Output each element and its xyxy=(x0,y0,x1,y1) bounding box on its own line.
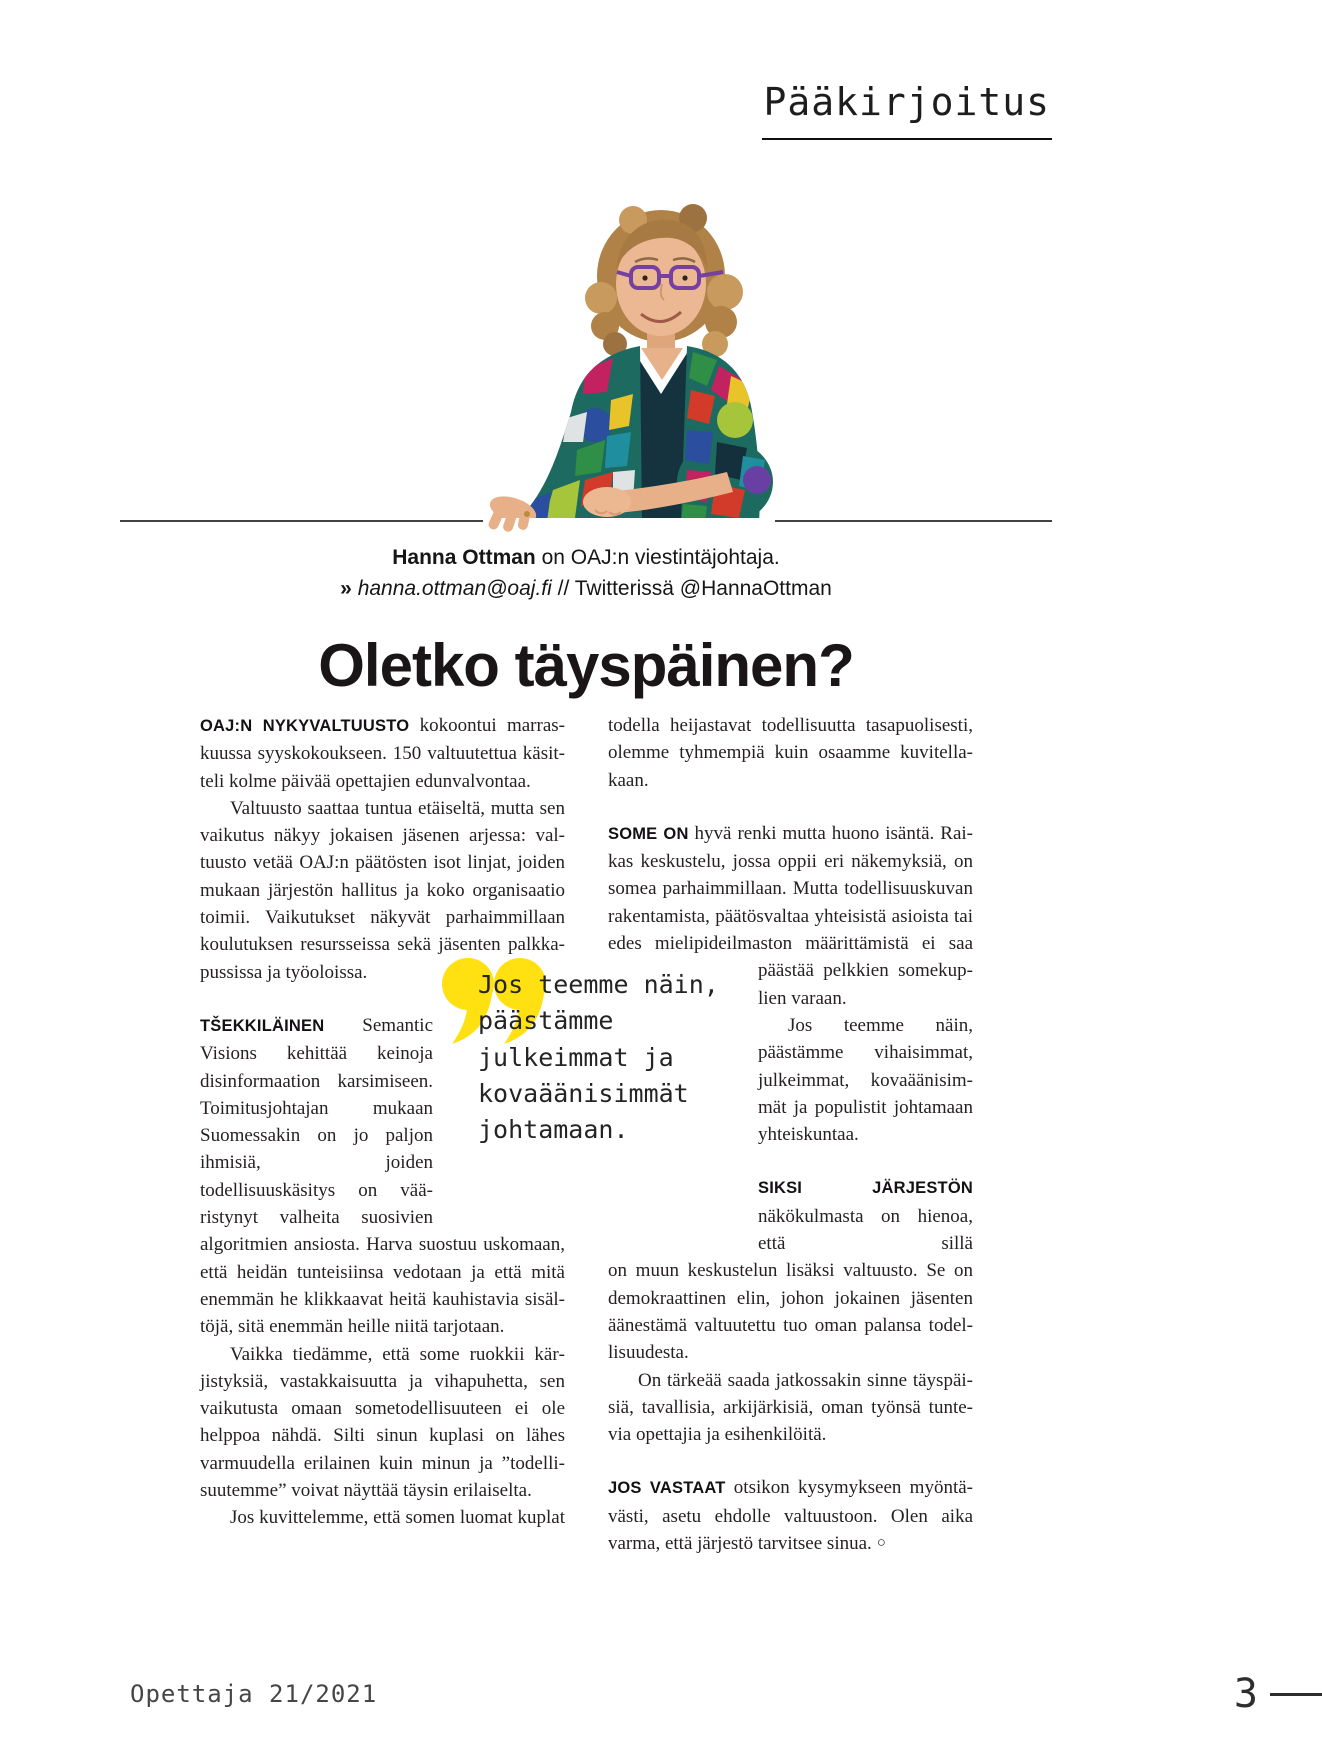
paragraph-text: Semantic Visions kehittää keinoja disinformaation karsimiseen. Toimitusjohtajan mukaan Suomessakin on jo paljon ihmisiä, joiden todellisuuskäsitys on vääristynyt valheita suosivien algoritmien ansiosta. Harva suostuu uskomaan, että heidän tunteisiinsa vedotaan ja että mitä enemmän he klikkaavat heitä kauhistavia sisältöjä, sitä enemmän heille niitä tarjotaan. xyxy=(200,1014,565,1338)
lead-in: JOS VASTAAT xyxy=(608,1479,726,1498)
magazine-issue: Opettaja 21/2021 xyxy=(130,1680,378,1708)
lead-in: OAJ:N NYKYVALTUUSTO xyxy=(200,717,410,735)
paragraph-text: Jos kuvittelemme, että somen luomat kuplat xyxy=(230,1507,565,1529)
paragraph-text: otsikon kysymykseen myöntävästi, asetu ehdolle valtuustoon. Olen aika varma, että järjestö tarvitsee sinua. xyxy=(608,1477,973,1555)
paragraph xyxy=(758,1174,973,1257)
pull-quote xyxy=(478,967,778,1148)
paragraph-text: näkökulmasta on hienoa, että sillä xyxy=(758,1205,973,1255)
twitter-text: // Twitterissä @HannaOttman xyxy=(551,577,832,600)
page-title: Oletko täyspäinen? xyxy=(318,632,854,700)
byline xyxy=(200,543,972,603)
paragraph xyxy=(758,1012,973,1148)
paragraph xyxy=(608,1257,973,1366)
paragraph-text: Jos teemme näin, päästämme vihaisimmat, julkeimmat, kovaäänisimmät ja populistit johtamaan yhteiskuntaa. xyxy=(758,1014,973,1146)
lead-in: TŠEKKILÄINEN xyxy=(200,1016,325,1035)
paragraph-text: on muun keskustelun lisäksi valtuusto. Se on demokraattinen elin, johon jokainen jäsenten äänestämä valtuutettu tuo oman palansa todellisuudesta. xyxy=(608,1260,973,1364)
end-of-article-icon: ○ xyxy=(876,1535,886,1552)
paragraph xyxy=(608,1474,973,1559)
paragraph xyxy=(200,1341,565,1505)
paragraph xyxy=(608,712,973,794)
pull-quote-text: Jos teemme näin, päästämme julkeimmat ja kovaäänisimmät johtamaan. xyxy=(478,970,719,1145)
paragraph xyxy=(200,1504,565,1531)
contact-line xyxy=(200,574,972,603)
paragraph xyxy=(758,957,973,1012)
paragraph-text: On tärkeää saada jatkossakin sinne täyspäisiä, tavallisia, arkijärkisiä, oman työnsä tuntevia opettajia ja esihenkilöitä. xyxy=(608,1369,973,1446)
byline-line xyxy=(200,543,972,572)
paragraph-text: Vaikka tiedämme, että some ruokkii kärjistyksiä, vastakkaisuutta ja vihapuhetta, sen vaikutusta omaan sometodellisuuteen ei ole helppoa nähdä. Silti sinun kuplasi on lähes varmuudella erilainen kuin minun ja ”todellisuutemme” voivat näyttää täysin erilaiselta. xyxy=(200,1343,565,1502)
byline-name: Hanna Ottman xyxy=(392,546,536,569)
paragraph xyxy=(608,1367,973,1449)
paragraph-text: kokoontui marraskuussa syyskokoukseen. 150 valtuutettua käsitteli kolme päivää opettajien edunvalvontaa. xyxy=(200,715,565,792)
section-kicker: Pääkirjoitus xyxy=(763,80,1050,124)
page-number-rule xyxy=(1270,1693,1322,1696)
paragraph-text: todella heijastavat todellisuutta tasapuolisesti, olemme tyhmempiä kuin osaamme kuvitellakaan. xyxy=(608,715,973,791)
arrow-marker-icon: » xyxy=(340,577,352,600)
lead-in: SOME ON xyxy=(608,824,689,843)
paragraph xyxy=(608,820,973,957)
page-number: 3 xyxy=(1233,1671,1258,1717)
lead-in: SIKSI JÄRJESTÖN xyxy=(758,1179,973,1198)
paragraph-text: päästää pelkkien somekuplien varaan. xyxy=(758,960,973,1009)
page-number-block xyxy=(1234,1672,1322,1716)
paragraph-text: Valtuusto saattaa tuntua etäiseltä, mutta sen vaikutus näkyy jokaisen jäsenen arjessa: valtuusto vetää OAJ:n päätösten isot linjat, joiden mukaan järjestön hallitus ja koko organisaatio toimii. Vaikutukset näkyvät parhaimmillaan koulutuksen resursseissa sekä jäsenten palkkapussissa ja työoloissa. xyxy=(200,797,565,983)
byline-role: on OAJ:n viestintäjohtaja. xyxy=(535,546,780,569)
paragraph-text: hyvä renki mutta huono isäntä. Raikas keskustelu, jossa oppii eri näkemyksiä, on somea parhaimmillaan. Mutta todellisuuskuvan rakentamista, päätösvaltaa yhteisistä asioista tai edes mielipideilmaston määrittämistä ei saa xyxy=(608,822,973,955)
email-text: hanna.ottman@oaj.fi xyxy=(357,577,552,600)
kicker-underline xyxy=(762,138,1052,140)
paragraph xyxy=(200,712,565,795)
portrait-photo xyxy=(435,180,775,540)
